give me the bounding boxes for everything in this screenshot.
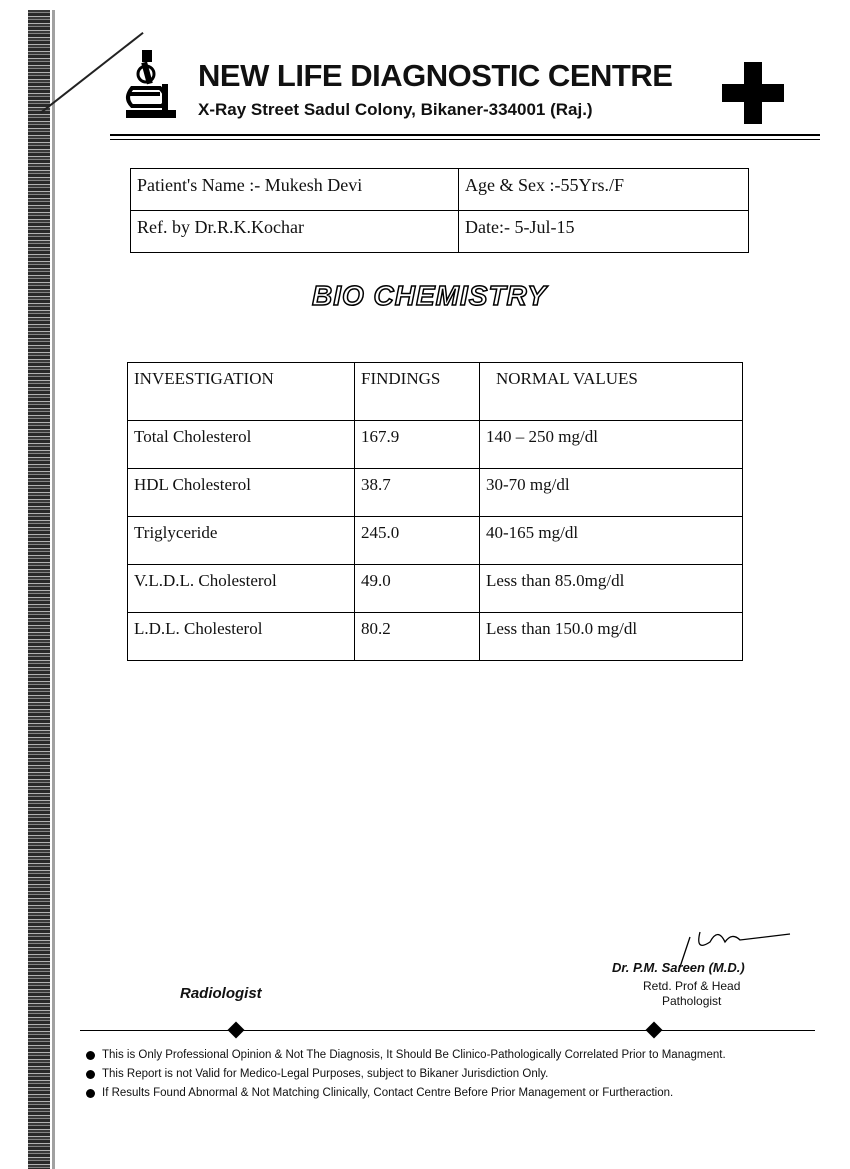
disclaimer-notes <box>86 1046 726 1103</box>
header-rule <box>110 134 820 136</box>
patient-name: Patient's Name :- Mukesh Devi <box>131 169 459 211</box>
disclaimer-item: This is Only Professional Opinion & Not The Diagnosis, It Should Be Clinico-Pathologically Correlated Prior to Managment. <box>86 1046 726 1065</box>
table-row <box>128 469 743 517</box>
test-name: HDL Cholesterol <box>128 469 355 517</box>
scan-edge <box>28 10 50 1169</box>
results-table <box>127 362 743 661</box>
test-name: Triglyceride <box>128 517 355 565</box>
table-row <box>128 565 743 613</box>
column-header: NORMAL VALUES <box>480 363 743 421</box>
test-name: Total Cholesterol <box>128 421 355 469</box>
radiologist-label: Radiologist <box>180 985 262 1002</box>
test-finding: 167.9 <box>355 421 480 469</box>
footer-rule <box>80 1030 815 1031</box>
column-header: FINDINGS <box>355 363 480 421</box>
referring-doctor: Ref. by Dr.R.K.Kochar <box>131 211 459 253</box>
diamond-icon <box>646 1022 663 1039</box>
header-rule-thin <box>110 139 820 140</box>
medical-cross-icon <box>722 62 784 124</box>
test-finding: 49.0 <box>355 565 480 613</box>
clinic-name: NEW LIFE DIAGNOSTIC CENTRE <box>198 58 673 93</box>
disclaimer-item: This Report is not Valid for Medico-Legal Purposes, subject to Bikaner Jurisdiction Only. <box>86 1065 726 1084</box>
disclaimer-item: If Results Found Abnormal & Not Matching Clinically, Contact Centre Before Prior Management or Furtheraction. <box>86 1084 726 1103</box>
table-row <box>128 613 743 661</box>
clinic-address: X-Ray Street Sadul Colony, Bikaner-334001 (Raj.) <box>198 100 593 119</box>
pathologist-role: Retd. Prof & Head Pathologist <box>643 979 741 1008</box>
table-row <box>128 517 743 565</box>
table-row <box>128 421 743 469</box>
test-normal: 30-70 mg/dl <box>480 469 743 517</box>
test-normal: 40-165 mg/dl <box>480 517 743 565</box>
patient-age-sex: Age & Sex :-55Yrs./F <box>459 169 749 211</box>
report-date: Date:- 5-Jul-15 <box>459 211 749 253</box>
test-normal: Less than 85.0mg/dl <box>480 565 743 613</box>
pathologist-name: Dr. P.M. Sareen (M.D.) <box>612 960 745 975</box>
scan-edge-line <box>52 10 55 1169</box>
test-normal: 140 – 250 mg/dl <box>480 421 743 469</box>
column-header: INVEESTIGATION <box>128 363 355 421</box>
test-finding: 245.0 <box>355 517 480 565</box>
patient-info-table <box>130 168 749 253</box>
diamond-icon <box>228 1022 245 1039</box>
section-title: BIO CHEMISTRY <box>312 280 547 311</box>
test-finding: 38.7 <box>355 469 480 517</box>
microscope-icon <box>122 48 180 122</box>
test-name: V.L.D.L. Cholesterol <box>128 565 355 613</box>
test-normal: Less than 150.0 mg/dl <box>480 613 743 661</box>
test-finding: 80.2 <box>355 613 480 661</box>
test-name: L.D.L. Cholesterol <box>128 613 355 661</box>
